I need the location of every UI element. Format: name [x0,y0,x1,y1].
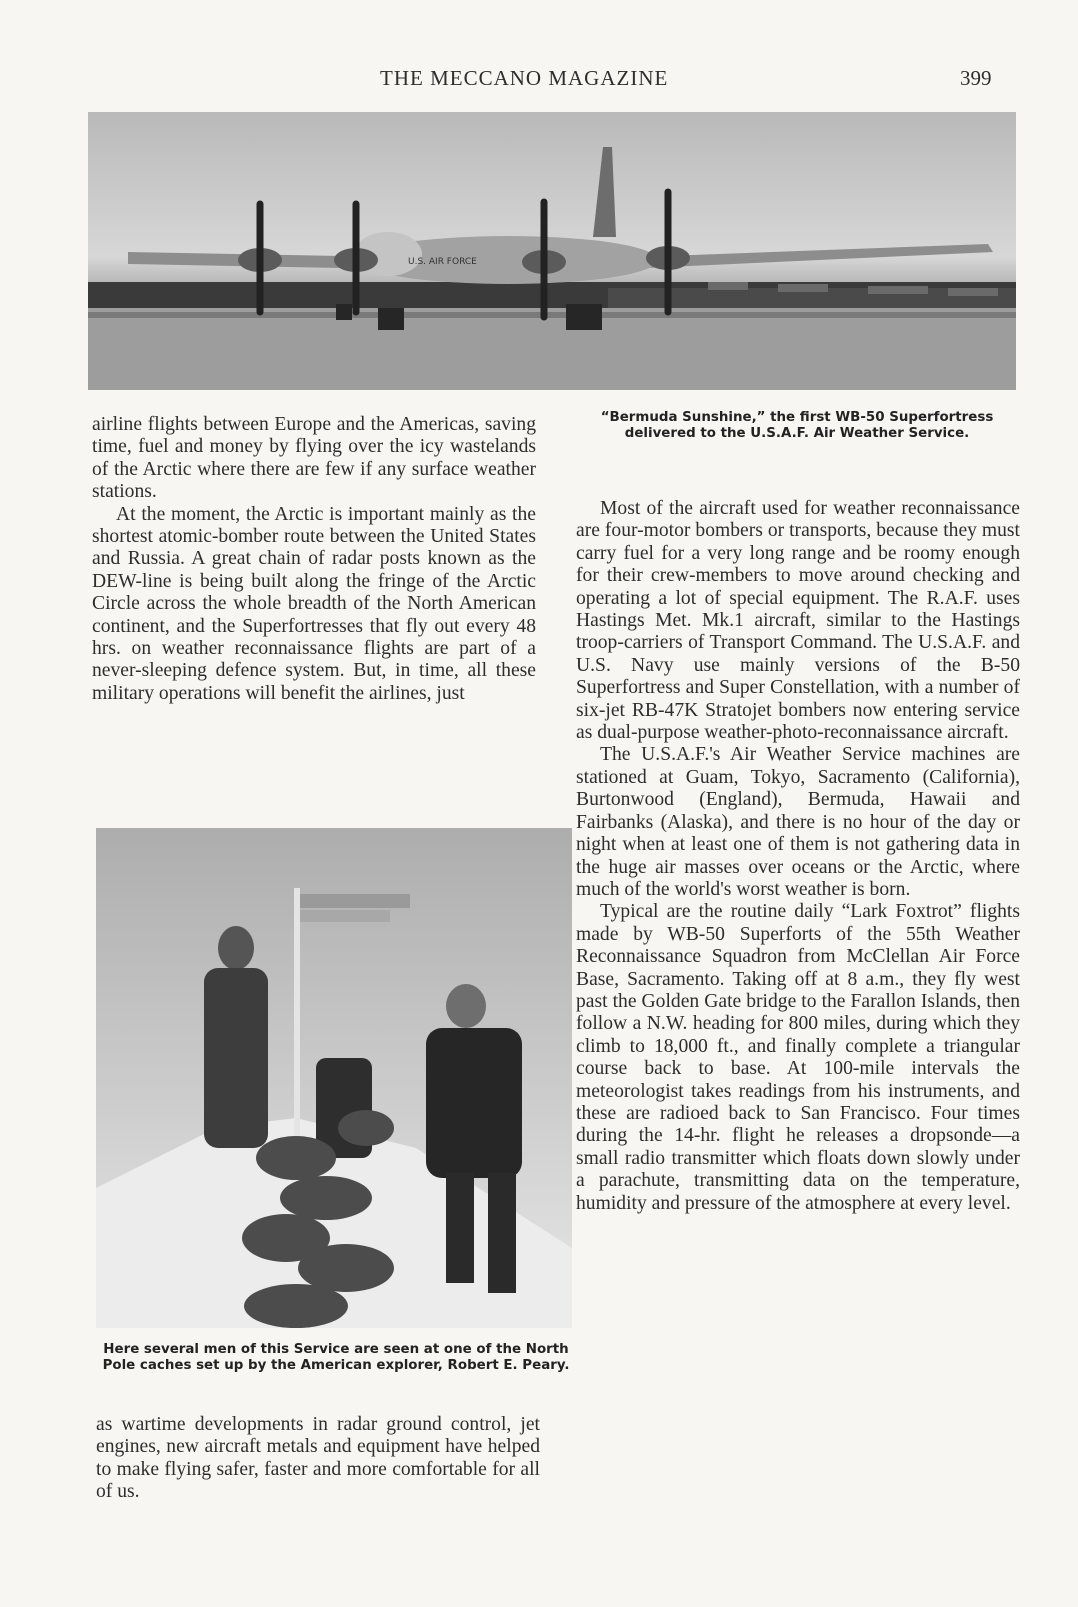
right-column-text [576,498,1020,1215]
paragraph: Typical are the routine daily “Lark Foxtrot” flights made by WB-50 Superforts of the 55th Weather Reconnaissance Squadron from McClellan Air Force Base, Sacramento. Taking off at 8 a.m., they fly west past the Golden Gate bridge to the Farallon Islands, then follow a N.W. heading for 800 miles, during which they climb to 18,000 ft., and finally complete a triangular course back to base. At 100-mile intervals the meteorologist takes readings from his instruments, and these are radioed back to San Francisco. Four times during the 14-hr. flight he releases a dropsonde—a small radio transmitter which floats down slowly under a parachute, transmitting data on the temperature, humidity and pressure of the atmosphere at every level. [576,901,1020,1214]
left-photo-caption: Here several men of this Service are seen at one of the North Pole caches set up by the American explorer, Robert E. Peary. [102,1342,570,1373]
paragraph: Most of the aircraft used for weather reconnaissance are four-motor bombers or transports, because they must carry fuel for a very long range and be roomy enough for their crew-members to move around checking and operating a lot of special equipment. The R.A.F. uses Hastings Met. Mk.1 aircraft, similar to the Hastings troop-carriers of Transport Command. The U.S.A.F. and U.S. Navy use mainly versions of the B-50 Superfortress and Super Constellation, with a number of six-jet RB-47K Stratojet bombers now entering service as dual-purpose weather-photo-reconnaissance aircraft. [576,498,1020,744]
aircraft-marking: U.S. AIR FORCE [408,257,477,267]
aircraft-photo [88,112,1016,390]
page-header [0,66,1078,96]
cache-illustration [96,828,572,1328]
page-number: 399 [960,66,992,90]
left-column-text-2 [96,1414,540,1504]
paragraph: The U.S.A.F.'s Air Weather Service machines are stationed at Guam, Tokyo, Sacramento (California), Burtonwood (England), Bermuda, Hawaii and Fairbanks (Alaska), and there is no hour of the day or night when at least one of them is not gathering data in the huge air masses over oceans or the Arctic, where much of the world's worst weather is born. [576,744,1020,900]
magazine-title: THE MECCANO MAGAZINE [380,66,669,90]
north-pole-cache-photo [96,828,572,1328]
superfortress-illustration [88,112,1016,390]
paragraph: as wartime developments in radar ground control, jet engines, new aircraft metals and equipment have helped to make flying safer, faster and more comfortable for all of us. [96,1414,540,1503]
top-photo-caption: “Bermuda Sunshine,” the first WB-50 Superfortress delivered to the U.S.A.F. Air Weather Service. [600,410,994,441]
paragraph: airline flights between Europe and the Americas, saving time, fuel and money by flying over the icy wastelands of the Arctic where there are few if any surface weather stations. [92,414,536,503]
left-column-text-1 [92,414,536,705]
paragraph: At the moment, the Arctic is important mainly as the shortest atomic-bomber route between the United States and Russia. A great chain of radar posts known as the DEW-line is being built along the fringe of the Arctic Circle across the whole breadth of the North American continent, and the Superfortresses that fly out every 48 hrs. on weather reconnaissance flights are part of a never-sleeping defence system. But, in time, all these military operations will benefit the airlines, just [92,503,536,704]
